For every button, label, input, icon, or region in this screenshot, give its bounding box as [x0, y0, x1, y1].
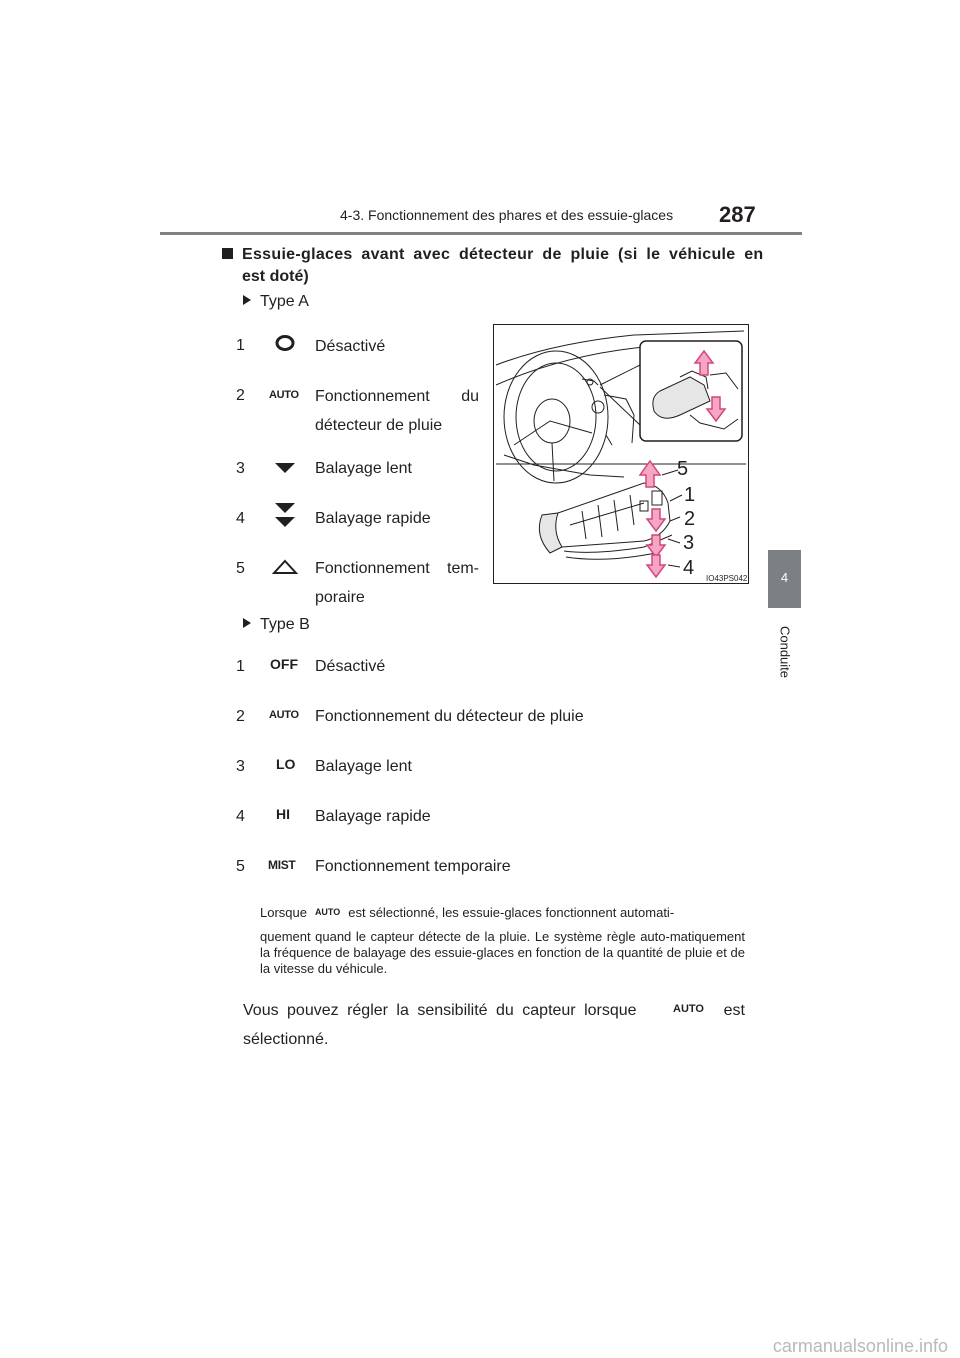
pointer-triangle-icon: [243, 295, 251, 305]
hi-label-icon: HI: [276, 806, 290, 822]
type-b-label: Type B: [260, 616, 310, 633]
type-b-item-3-number: 3: [236, 758, 245, 775]
type-a-item-1-number: 1: [236, 337, 245, 354]
type-a-item-2-text-cont: détecteur de pluie: [315, 417, 443, 434]
figure-callout-3: 3: [683, 532, 695, 554]
figure-callout-1: 1: [684, 484, 696, 506]
type-a-item-2-number: 2: [236, 387, 245, 404]
note-body: quement quand le capteur détecte de la pluie. Le système règle auto-matiquement la fréquence de balayage des essuie-glaces en fonction de la quantité de pluie et de la vitesse du véhicule.: [260, 929, 745, 976]
watermark: carmanualsonline.info: [772, 1336, 948, 1356]
section-title: 4-3. Fonctionnement des phares et des essuie-glaces: [340, 207, 674, 223]
type-b-item-2-text: Fonctionnement du détecteur de pluie: [315, 708, 584, 725]
triangle-up-outline-icon: [272, 559, 298, 580]
paragraph-post: est: [723, 1002, 745, 1019]
type-a-item-4-number: 4: [236, 510, 245, 527]
lo-label-icon: LO: [276, 756, 296, 772]
circle-off-icon: [274, 334, 296, 357]
sensitivity-paragraph-line-1: [243, 1002, 745, 1020]
type-a-item-5-text: Fonctionnement tem-: [315, 560, 479, 577]
type-a-heading: [243, 293, 309, 311]
type-b-item-1-text: Désactivé: [315, 658, 386, 675]
chapter-label-box: [768, 612, 801, 692]
auto-label-icon: AUTO: [269, 389, 299, 401]
header-rule: [160, 232, 802, 235]
type-a-item-5-text-cont: poraire: [315, 589, 365, 606]
type-b-item-3-text: Balayage lent: [315, 758, 412, 775]
figure-callout-5: 5: [677, 458, 689, 480]
paragraph-pre: Vous pouvez régler la sensibilité du capteur lorsque: [243, 1002, 637, 1019]
auto-label-icon: AUTO: [673, 1003, 704, 1015]
type-b-item-2-number: 2: [236, 708, 245, 725]
double-triangle-down-icon: [273, 502, 297, 535]
type-a-item-4-text: Balayage rapide: [315, 510, 431, 527]
type-a-item-1-text: Désactivé: [315, 338, 386, 355]
heading-square-icon: [222, 248, 233, 259]
triangle-down-icon: [273, 461, 297, 480]
wiper-lever-illustration: [493, 324, 749, 584]
figure-code: IO43PS042: [706, 574, 748, 583]
pointer-triangle-icon: [243, 618, 251, 628]
type-a-item-5-number: 5: [236, 560, 245, 577]
type-a-item-2-text: Fonctionnement du: [315, 388, 479, 405]
auto-label-icon: AUTO: [269, 709, 299, 721]
figure-callout-2: 2: [684, 508, 696, 530]
heading-line-2: est doté): [242, 268, 309, 285]
type-b-item-5-number: 5: [236, 858, 245, 875]
chapter-number: 4: [780, 570, 789, 585]
type-b-item-1-number: 1: [236, 658, 245, 675]
note-line-1-pre: Lorsque: [260, 905, 307, 920]
off-label-icon: OFF: [270, 656, 298, 672]
note-line-1: [260, 904, 745, 921]
sensitivity-paragraph-line-2: sélectionné.: [243, 1031, 329, 1048]
chapter-tab: [768, 550, 801, 608]
type-b-item-4-number: 4: [236, 808, 245, 825]
type-a-label: Type A: [260, 293, 309, 310]
mist-label-icon: MIST: [268, 858, 296, 872]
chapter-label: Conduite: [777, 625, 792, 679]
type-a-item-3-number: 3: [236, 460, 245, 477]
auto-label-icon: AUTO: [314, 907, 341, 917]
heading-line-1: Essuie-glaces avant avec détecteur de pluie (si le véhicule en: [242, 246, 764, 263]
type-a-item-3-text: Balayage lent: [315, 460, 412, 477]
page-number: 287: [719, 202, 756, 227]
type-b-heading: [243, 616, 310, 634]
figure-callout-4: 4: [683, 557, 695, 579]
note-line-1-post: est sélectionné, les essuie-glaces fonctionnent automati-: [348, 905, 675, 920]
type-b-item-4-text: Balayage rapide: [315, 808, 431, 825]
type-b-item-5-text: Fonctionnement temporaire: [315, 858, 511, 875]
